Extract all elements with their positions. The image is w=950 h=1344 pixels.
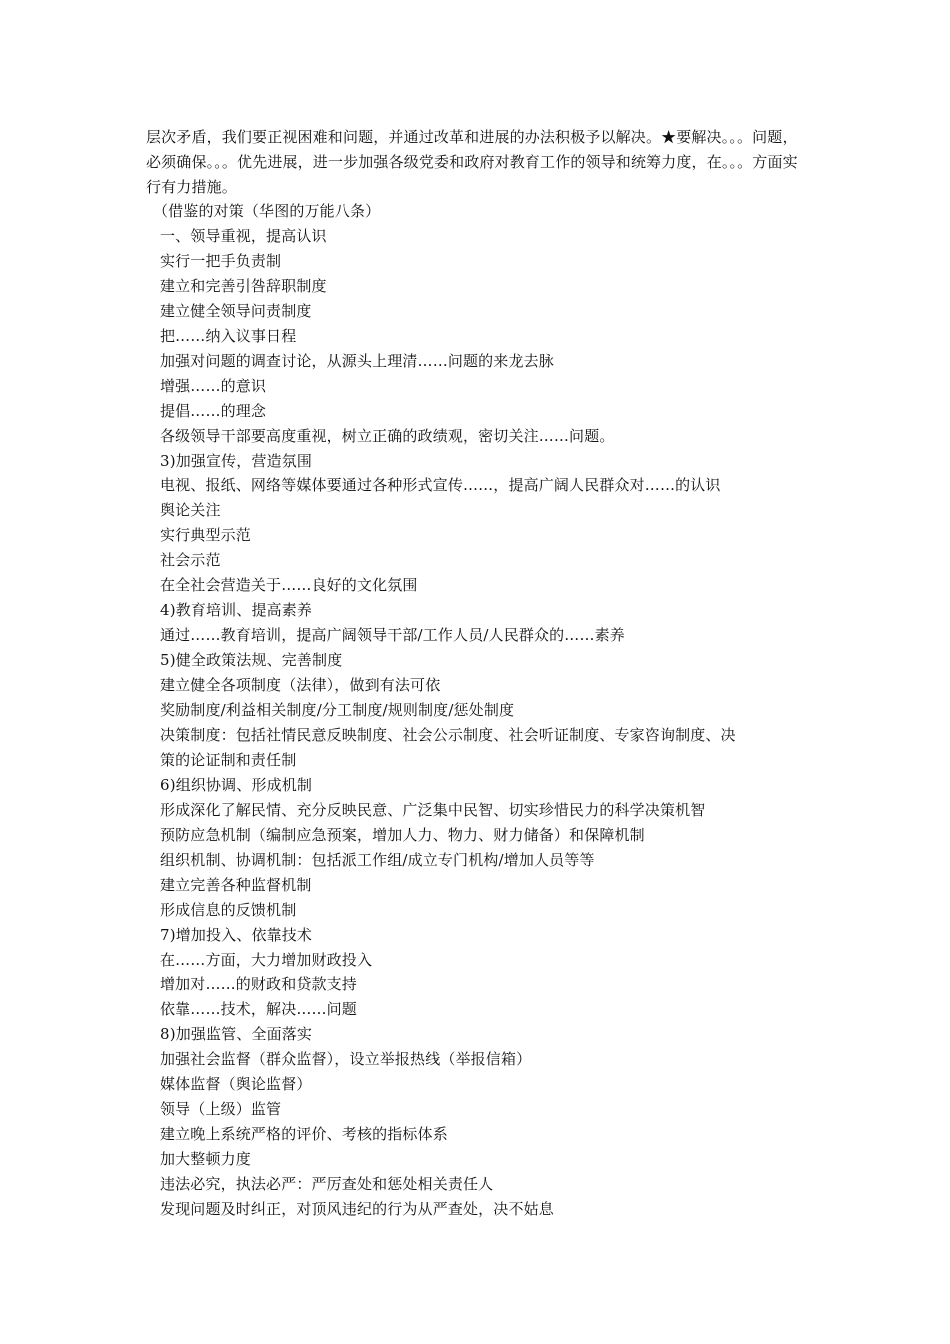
document-line: 形成信息的反馈机制 — [160, 900, 297, 919]
document-line: 加强对问题的调查讨论，从源头上理清……问题的来龙去脉 — [160, 351, 554, 370]
document-line: 形成深化了解民情、充分反映民意、广泛集中民智、切实珍惜民力的科学决策机智 — [160, 800, 706, 819]
document-line: 4)教育培训、提高素养 — [160, 601, 313, 620]
document-line: 策的论证制和责任制 — [160, 750, 297, 769]
document-line: 建立晚上系统严格的评价、考核的指标体系 — [160, 1125, 448, 1144]
document-line: 发现问题及时纠正，对顶风违纪的行为从严查处，决不姑息 — [160, 1200, 554, 1218]
document-line: 社会示范 — [160, 551, 221, 570]
document-line: 5)健全政策法规、完善制度 — [160, 651, 343, 670]
document-line: 实行典型示范 — [160, 526, 251, 545]
document-line: 依靠……技术，解决……问题 — [160, 1000, 357, 1019]
document-line: 违法必究，执法必严：严厉查处和惩处相关责任人 — [160, 1175, 494, 1194]
document-line: 8)加强监管、全面落实 — [160, 1025, 313, 1044]
document-line: 把……纳入议事日程 — [160, 326, 297, 345]
document-line: 组织机制、协调机制：包括派工作组/成立专门机构/增加人员等等 — [160, 850, 595, 869]
document-line: 舆论关注 — [160, 501, 221, 520]
document-line: 建立和完善引咎辞职制度 — [160, 276, 327, 295]
document-line: 加强社会监督（群众监督），设立举报热线（举报信箱） — [160, 1050, 532, 1069]
document-line: 6)组织协调、形成机制 — [160, 775, 313, 794]
document-line: 领导（上级）监管 — [160, 1100, 282, 1119]
document-line: 增强……的意识 — [160, 376, 267, 395]
document-line: 增加对……的财政和贷款支持 — [160, 975, 357, 994]
document-line: 媒体监督（舆论监督） — [160, 1075, 312, 1094]
document-line: 各级领导干部要高度重视，树立正确的政绩观，密切关注……问题。 — [160, 426, 615, 445]
document-line: （借鉴的对策（华图的万能八条） — [153, 202, 381, 220]
document-line: 通过……教育培训，提高广阔领导干部/工作人员/人民群众的……素养 — [160, 626, 625, 645]
document-line: 加大整顿力度 — [160, 1150, 251, 1169]
document-line: 在全社会营造关于……良好的文化氛围 — [160, 576, 418, 595]
intro-paragraph: 层次矛盾，我们要正视困难和问题，并通过改革和进展的办法积极予以解决。★要解决。。。问题，必须确保。。。优先进展，进一步加强各级党委和政府对教育工作的领导和统筹力度，在。。。方面实行有力措施。 — [146, 128, 798, 196]
document-line: 奖励制度/利益相关制度/分工制度/规则制度/惩处制度 — [160, 701, 515, 719]
document-line: 电视、报纸、网络等媒体要通过各种形式宣传……，提高广阔人民群众对……的认识 — [160, 476, 721, 495]
document-line: 建立健全领导问责制度 — [160, 301, 312, 320]
document-line: 实行一把手负责制 — [160, 251, 282, 270]
document-line: 提倡……的理念 — [160, 401, 267, 420]
document-line: 决策制度：包括社情民意反映制度、社会公示制度、社会听证制度、专家咨询制度、决 — [160, 725, 736, 744]
document-line: 在……方面，大力增加财政投入 — [160, 950, 373, 969]
document-line: 3)加强宣传，营造氛围 — [160, 451, 313, 470]
document-line: 建立完善各种监督机制 — [160, 875, 312, 894]
document-line: 7)增加投入、依靠技术 — [160, 925, 313, 944]
document-line: 一、领导重视，提高认识 — [160, 226, 327, 245]
document-line: 建立健全各项制度（法律），做到有法可依 — [160, 676, 441, 695]
document-line: 预防应急机制（编制应急预案，增加人力、物力、财力储备）和保障机制 — [160, 825, 645, 844]
